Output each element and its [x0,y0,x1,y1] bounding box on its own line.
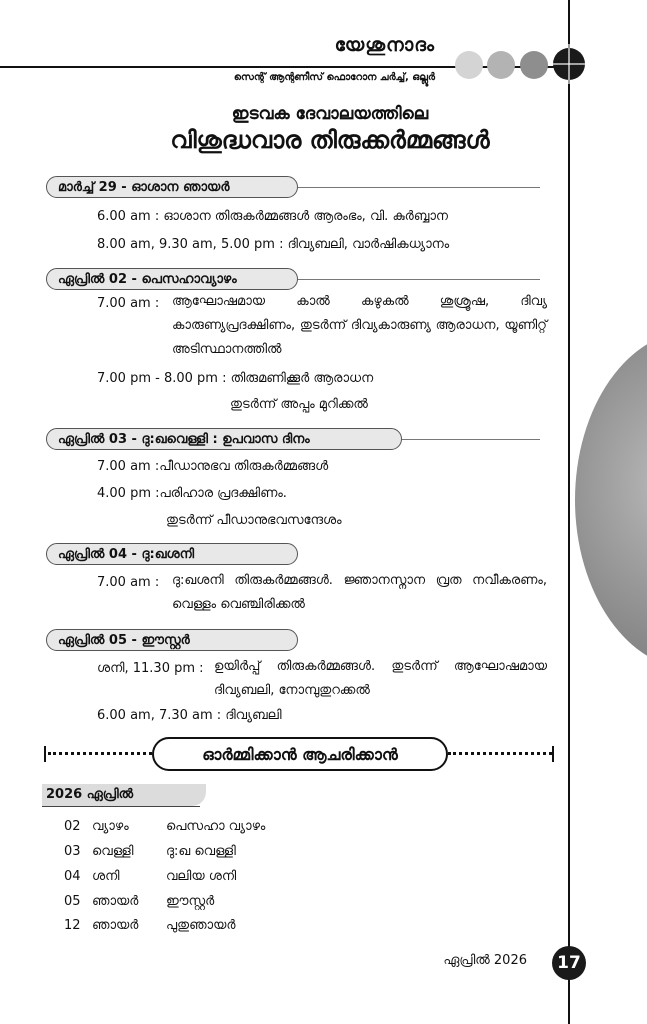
schedule-row [97,458,328,476]
schedule-time: 6.00 am, 7.30 am : [97,708,222,723]
schedule-row [97,208,448,226]
list-day: വ്യാഴം [92,819,129,834]
schedule-time: 7.00 am : [97,459,160,474]
schedule-text: ദു:ഖശനി തിരുകർമ്മങ്ങൾ. ജ്ഞാനസ്നാന വ്രത നവീകരണം, വെള്ളം വെഞ്ചിരിക്കൽ [172,573,547,612]
decor-grey-circle [575,330,647,670]
schedule-text: ഉയിർപ്പ് തിരുകർമ്മങ്ങൾ. തുടർന്ന് ആഘോഷമായ ദിവ്യബലി, നോമ്പുതുറക്കൽ [214,659,547,698]
list-date: 12 [64,918,81,933]
schedule-row [97,370,373,388]
list-event: വലിയ ശനി [166,869,237,884]
schedule-row [97,236,449,254]
schedule-time: 6.00 am : [97,209,160,224]
list-item [64,819,81,834]
decor-dot-dark [520,51,548,79]
schedule-text: ആഘോഷമായ കാൽ കഴുകൽ ശുശ്രൂഷ, ദിവ്യ കാരുണ്യപ്രദക്ഷിണം, തുടർന്ന് ദിവ്യകാരുണ്യ ആരാധന, യൂണിറ്റ് അടിസ്ഥാനത്തിൽ [172,294,547,357]
schedule-time: 7.00 am : [97,296,160,311]
schedule-text: പീഡാനുഭവ തിരുകർമ്മങ്ങൾ [159,459,329,474]
masthead-subtitle: സെന്റ് ആന്റണീസ് ഫൊറോന ചർച്ച്, ഒല്ലൂർ [233,72,435,83]
section-label-easter: ഏപ്രിൽ 05 - ഈസ്റ്റർ [46,629,298,651]
month-tab: 2026 ഏപ്രിൽ [42,784,206,806]
section-rule [402,439,540,440]
section-label-good-friday: ഏപ്രിൽ 03 - ദു:ഖവെള്ളി : ഉപവാസ ദിനം [46,428,402,450]
list-item [64,844,81,859]
schedule-row [97,707,282,725]
list-event: ദു:ഖ വെള്ളി [166,844,236,859]
month-tab-rule [42,806,200,807]
banner-tick-left [44,746,46,762]
list-item [64,918,81,933]
section-label-palm-sunday: മാർച്ച് 29 - ഓശാന ഞായർ [46,176,298,198]
section-rule [298,187,540,188]
banner-dotted-rule-right [448,752,552,757]
list-event: പുതുഞായർ [166,918,236,933]
section-label-maundy-thursday: ഏപ്രിൽ 02 - പെസഹാവ്യാഴം [46,268,298,290]
decor-dot-black [553,48,585,80]
schedule-text: ദിവ്യബലി, വാർഷികധ്യാനം [287,237,450,252]
masthead-title: യേശുനാദം [334,34,435,56]
schedule-text: തുടർന്ന് അപ്പം മുറിക്കൽ [230,397,368,412]
list-date: 02 [64,819,81,834]
list-item [64,869,81,884]
list-event: ഈസ്റ്റർ [166,894,215,909]
list-event: പെസഹാ വ്യാഴം [166,819,266,834]
list-item [64,894,81,909]
remember-banner: ഓർമ്മിക്കാൻ ആചരിക്കാൻ [152,737,448,771]
list-day: ഞായർ [92,918,139,933]
schedule-text: ദിവ്യബലി [225,708,282,723]
decor-dot-light [455,51,483,79]
schedule-time: 7.00 pm - 8.00 pm : [97,371,227,386]
schedule-text: പരിഹാര പ്രദക്ഷിണം. [159,486,287,501]
footer-issue: ഏപ്രിൽ 2026 [443,953,527,968]
section-label-holy-saturday: ഏപ്രിൽ 04 - ദു:ഖശനി [46,543,298,565]
section-rule [298,279,540,280]
banner-tick-right [552,746,554,762]
list-date: 03 [64,844,81,859]
schedule-time: ശനി, 11.30 pm : [97,661,204,676]
list-day: ശനി [92,869,120,884]
list-date: 05 [64,894,81,909]
decor-dot-mid [487,51,515,79]
schedule-text: ഓശാന തിരുകർമ്മങ്ങൾ ആരംഭം, വി. കുർബ്ബാന [163,209,449,224]
schedule-time: 4.00 pm : [97,486,160,501]
schedule-time: 7.00 am : [97,575,160,590]
schedule-row [97,485,287,503]
schedule-time: 8.00 am, 9.30 am, 5.00 pm : [97,237,284,252]
heading-main: വിശുദ്ധവാര തിരുക്കർമ്മങ്ങൾ [170,126,490,154]
list-day: ഞായർ [92,894,139,909]
page-number-badge: 17 [552,946,586,980]
heading-sub: ഇടവക ദേവാലയത്തിലെ [231,104,429,124]
schedule-text: തിരുമണിക്കൂർ ആരാധന [230,371,374,386]
banner-dotted-rule-left [48,752,152,757]
list-day: വെള്ളി [92,844,134,859]
list-date: 04 [64,869,81,884]
schedule-text: തുടർന്ന് പീഡാനുഭവസന്ദേശം [166,513,342,528]
